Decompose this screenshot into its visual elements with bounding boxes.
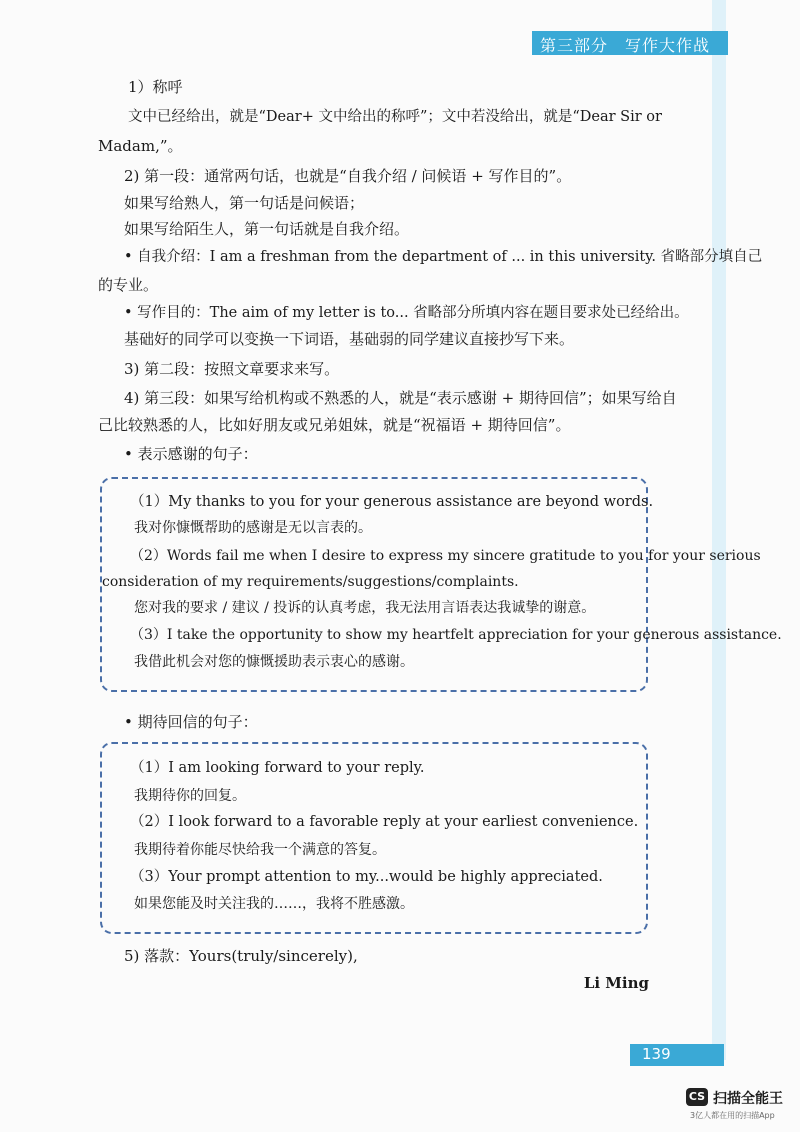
reply-example-3-en: （3）Your prompt attention to my...would be highly appreciated. xyxy=(130,869,603,885)
salutation-heading: 1）称呼 xyxy=(128,78,183,96)
paragraph2-heading: 3) 第二段：按照文章要求来写。 xyxy=(124,360,340,378)
reply-example-2-cn: 我期待着你能尽快给我一个满意的答复。 xyxy=(134,842,386,858)
advice-line: 基础好的同学可以变换一下词语，基础弱的同学建议直接抄写下来。 xyxy=(124,330,575,348)
watermark-tagline: 3亿人都在用的扫描App xyxy=(690,1111,775,1120)
reply-example-2-en: （2）I look forward to a favorable reply at your earliest convenience. xyxy=(130,814,639,830)
reply-example-1-en: （1）I am looking forward to your reply. xyxy=(130,760,425,776)
section-header xyxy=(532,31,728,55)
thanks-example-2-en-a: （2）Words fail me when I desire to express my sincere gratitude to you for your serious xyxy=(130,548,761,564)
thanks-sentences-heading: • 表示感谢的句子： xyxy=(124,445,258,463)
paragraph1-stranger: 如果写给陌生人，第一句话就是自我介绍。 xyxy=(124,220,410,238)
section-header-title: 第三部分 写作大作战 xyxy=(540,36,711,55)
thanks-example-3-cn: 我借此机会对您的慷慨援助表示衷心的感谢。 xyxy=(134,654,414,670)
thanks-examples-box xyxy=(100,477,782,692)
reply-example-1-cn: 我期待你的回复。 xyxy=(134,788,246,804)
paragraph1-acquaintance: 如果写给熟人，第一句话是问候语； xyxy=(124,194,365,212)
paragraph3-line-1: 4) 第三段：如果写给机构或不熟悉的人，就是“表示感谢 + 期待回信”；如果写给自 xyxy=(124,389,677,407)
purpose-line: • 写作目的：The aim of my letter is to... 省略部分所填内容在题目要求处已经给出。 xyxy=(124,305,689,321)
camscanner-logo-icon: CS xyxy=(686,1088,708,1106)
signature-name: Li Ming xyxy=(583,974,649,992)
page-number-tab xyxy=(630,1044,724,1066)
thanks-example-1-cn: 我对你慷慨帮助的感谢是无以言表的。 xyxy=(134,520,372,536)
thanks-example-3-en: （3）I take the opportunity to show my heartfelt appreciation for your generous assistance. xyxy=(130,627,782,643)
thanks-example-2-en-b: consideration of my requirements/suggestions/complaints. xyxy=(102,574,519,590)
salutation-line-2: Madam,”。 xyxy=(98,137,183,155)
reply-examples-box xyxy=(100,742,648,934)
reply-sentences-heading: • 期待回信的句子： xyxy=(124,713,258,731)
self-intro-line-2: 的专业。 xyxy=(98,276,159,294)
watermark-app-name: 扫描全能王 xyxy=(713,1091,783,1107)
salutation-line-1: 文中已经给出，就是“Dear+ 文中给出的称呼”；文中若没给出，就是“Dear Sir or xyxy=(128,109,662,125)
thanks-example-1-en: （1）My thanks to you for your generous assistance are beyond words. xyxy=(130,494,654,510)
reply-example-3-cn: 如果您能及时关注我的……，我将不胜感激。 xyxy=(134,896,414,912)
closing-line: 5) 落款：Yours(truly/sincerely), xyxy=(124,947,358,965)
self-intro-line-1: • 自我介绍：I am a freshman from the department of ... in this university. 省略部分填自己 xyxy=(124,249,763,265)
thanks-example-2-cn: 您对我的要求 / 建议 / 投诉的认真考虑，我无法用言语表达我诚挚的谢意。 xyxy=(134,600,596,616)
paragraph3-line-2: 己比较熟悉的人，比如好朋友或兄弟姐妹，就是“祝福语 + 期待回信”。 xyxy=(98,416,571,434)
paragraph1-heading: 2) 第一段：通常两句话，也就是“自我介绍 / 问候语 + 写作目的”。 xyxy=(124,167,572,185)
page-number: 139 xyxy=(642,1045,671,1063)
page-edge-strip xyxy=(712,0,726,1060)
